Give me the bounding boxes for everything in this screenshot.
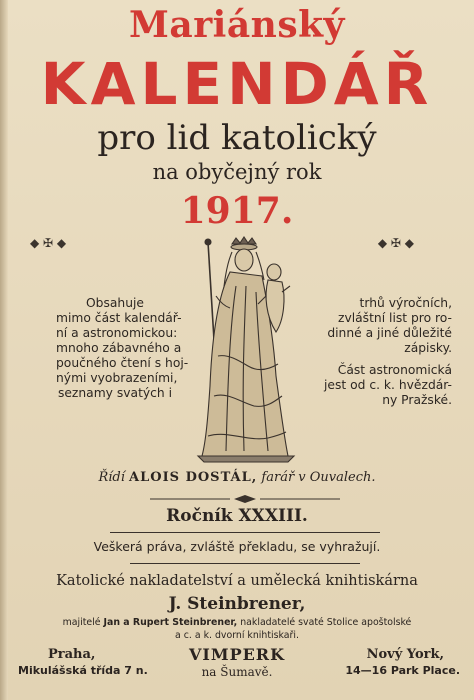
publisher-court: a c. a k. dvorní knihtiskaři. <box>175 630 299 641</box>
contents-left-line: mnoho zábavného a <box>56 341 182 355</box>
divider <box>110 532 380 533</box>
contents-right-line: ny Pražské. <box>382 393 452 407</box>
contents-left-line: poučného čtení s hoj- <box>56 356 189 370</box>
ornament-right: ◆ ✠ ◆ <box>377 236 414 250</box>
address-right: 14—16 Park Place. <box>345 664 460 677</box>
title-top: Mariánský <box>129 4 345 46</box>
ornamental-rule <box>150 494 340 504</box>
city-right: Nový York, <box>366 647 444 662</box>
contents-left <box>56 296 189 401</box>
contents-right-line: zvláštní list pro ro- <box>338 311 452 325</box>
address-left: Mikulášská třída 7 n. <box>18 664 148 677</box>
ornament-left: ◆ ✠ ◆ <box>30 236 67 250</box>
contents-left-line: ní a astronomickou: <box>56 326 178 340</box>
contents-left-line: mimo část kalendář- <box>56 311 182 325</box>
editor-suffix: farář v Ouvalech. <box>261 470 376 485</box>
year: 1917. <box>180 190 294 232</box>
owners-prefix: majitelé <box>62 617 101 628</box>
volume: Ročník XXXIII. <box>166 506 308 526</box>
year-line: na obyčejný rok <box>152 160 322 184</box>
contents-right-2 <box>314 363 452 408</box>
contents-left-line: Obsahuje <box>86 296 144 310</box>
publisher-name: J. Steinbrener, <box>168 594 306 614</box>
contents-right-line: dinné a jiné důležité <box>327 326 452 340</box>
owners-suffix: nakladatelé svaté Stolice apoštolské <box>240 617 412 628</box>
contents-right-line: zápisky. <box>404 341 452 355</box>
contents-left-line: nými vyobrazeními, <box>56 371 178 385</box>
city-center-sub: na Šumavě. <box>201 665 273 679</box>
madonna-and-child-engraving <box>188 236 308 464</box>
contents-right-line: Část astronomická <box>337 363 452 377</box>
publisher-line: Katolické nakladatelství a umělecká knihtiskárna <box>56 573 418 589</box>
editor-prefix: Řídí <box>98 470 125 485</box>
contents-left-line: seznamy svatých i <box>57 386 173 400</box>
contents-right <box>314 296 452 356</box>
title-main: KALENDÁŘ <box>40 50 434 118</box>
city-left: Praha, <box>48 647 96 662</box>
publisher-owners <box>0 617 474 628</box>
contents-right-line: trhů výročních, <box>359 296 452 310</box>
city-center: VIMPERK <box>188 645 286 664</box>
rights-notice: Veškerá práva, zvláště překladu, se vyhražují. <box>93 539 381 554</box>
subtitle: pro lid katolický <box>97 118 377 158</box>
divider <box>130 563 360 564</box>
editor-line <box>0 470 474 485</box>
owners-names: Jan a Rupert Steinbrener, <box>103 617 238 628</box>
editor-name: ALOIS DOSTÁL, <box>129 470 258 485</box>
contents-right-line: jest od c. k. hvězdár- <box>323 378 452 392</box>
